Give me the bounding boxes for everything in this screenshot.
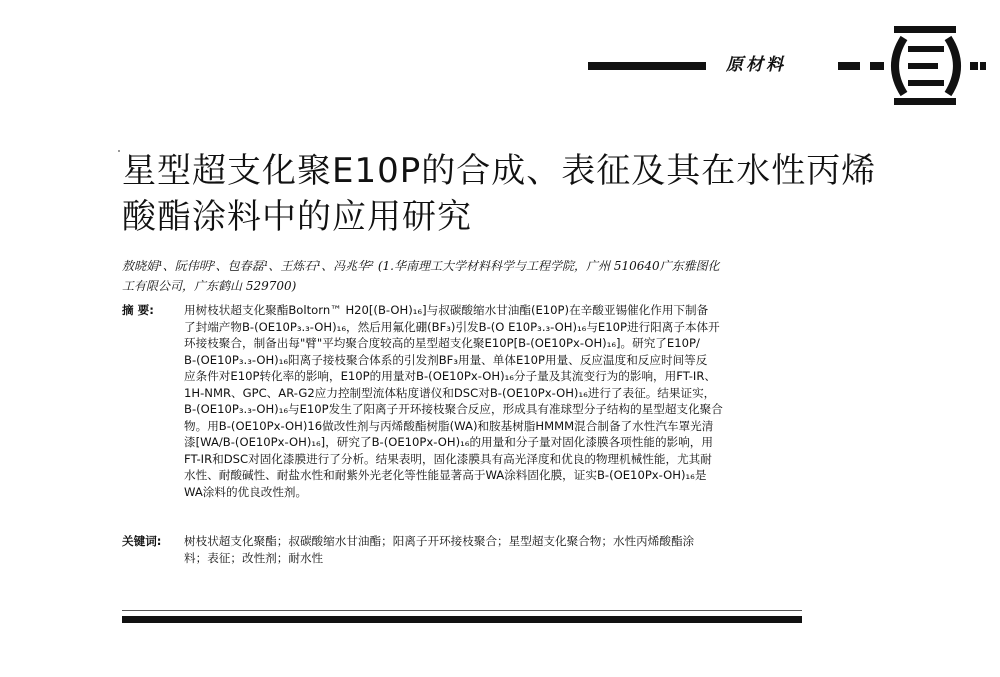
author-line: 工有限公司，广东鹤山 529700) — [122, 279, 297, 293]
abstract-line: 1H-NMR、GPC、AR-G2应力控制型流体粘度谱仪和DSC对B-(OE10Px-OH)₁₆进行了表征。结果证实， — [184, 385, 716, 400]
abstract-line: 应条件对E10P转化率的影响，E10P的用量对B-(OE10Px-OH)₁₆分子量及其流变行为的影响，用FT-IR、 — [184, 369, 716, 383]
keywords-body — [184, 533, 824, 566]
abstract-line: 用树枝状超支化聚酯Boltorn™ H20[(B-OH)₁₆]与叔碳酸缩水甘油酯(E10P)在辛酸亚锡催化作用下制备 — [184, 303, 709, 317]
footer-rule — [122, 616, 802, 623]
abstract-line: 了封端产物B-(OE10P₃.₃-OH)₁₆，然后用氟化硼(BF₃)引发B-(O E10P₃.₃-OH)₁₆与E10P进行阳离子本体开 — [184, 319, 720, 334]
author-line: 敖晓娟¹、阮伟明²、包春磊¹、王炼石¹、冯兆华² (1.华南理工大学材料科学与工程学院，广州 510640广东雅图化 — [122, 259, 720, 273]
abstract-line: WA涂料的优良改性剂。 — [184, 484, 308, 499]
keywords-label: 关键词: — [122, 534, 162, 548]
journal-logo-icon — [864, 20, 990, 112]
abstract-label: 摘 要: — [122, 303, 154, 317]
abstract-line: B-(OE10P₃.₃-OH)₁₆阳离子接枝聚合体系的引发剂BF₃用量、单体E10P用量、反应温度和反应时间等反 — [184, 352, 708, 367]
section-label: 原材料 — [726, 55, 786, 75]
abstract-line: 环接枝聚合，制备出每"臂"平均聚合度较高的星型超支化聚E10P[B-(OE10Px-OH)₁₆]。研究了E10P/ — [184, 336, 700, 350]
paper-title-line: 星型超支化聚E10P的合成、表征及其在水性丙烯 — [122, 151, 877, 191]
keywords-line: 树枝状超支化聚酯；叔碳酸缩水甘油酯；阳离子开环接枝聚合；星型超支化聚合物；水性丙烯酸酯涂 — [184, 534, 695, 548]
abstract-line: 漆[WA/B-(OE10Px-OH)₁₆]，研究了B-(OE10Px-OH)₁₆的用量和分子量对固化漆膜各项性能的影响，用 — [184, 435, 713, 449]
keywords-line: 料；表征；改性剂；耐水性 — [184, 550, 324, 565]
abstract-line: FT-IR和DSC对固化漆膜进行了分析。结果表明，固化漆膜具有高光泽度和优良的物理机械性能，尤其耐 — [184, 451, 712, 466]
author-affiliation — [122, 256, 822, 296]
scan-speck — [118, 150, 120, 152]
abstract-body — [184, 302, 824, 500]
paper-title-line: 酸酯涂料中的应用研究 — [122, 197, 472, 237]
abstract-line: 水性、耐酸碱性、耐盐水性和耐紫外光老化等性能显著高于WA涂料固化膜，证实B-(OE10Px-OH)₁₆是 — [184, 468, 707, 482]
footer-thin-rule — [122, 610, 802, 611]
header-rule-right — [838, 62, 860, 70]
abstract-line: B-(OE10P₃.₃-OH)₁₆与E10P发生了阳离子开环接枝聚合反应，形成具有准球型分子结构的星型超支化聚合 — [184, 402, 723, 416]
paper-title — [122, 148, 902, 240]
header-rule-left — [588, 62, 706, 70]
abstract-line: 物。用B-(OE10Px-OH)16做改性剂与丙烯酸酯树脂(WA)和胺基树脂HMMM混合制备了水性汽车罩光清 — [184, 418, 714, 433]
